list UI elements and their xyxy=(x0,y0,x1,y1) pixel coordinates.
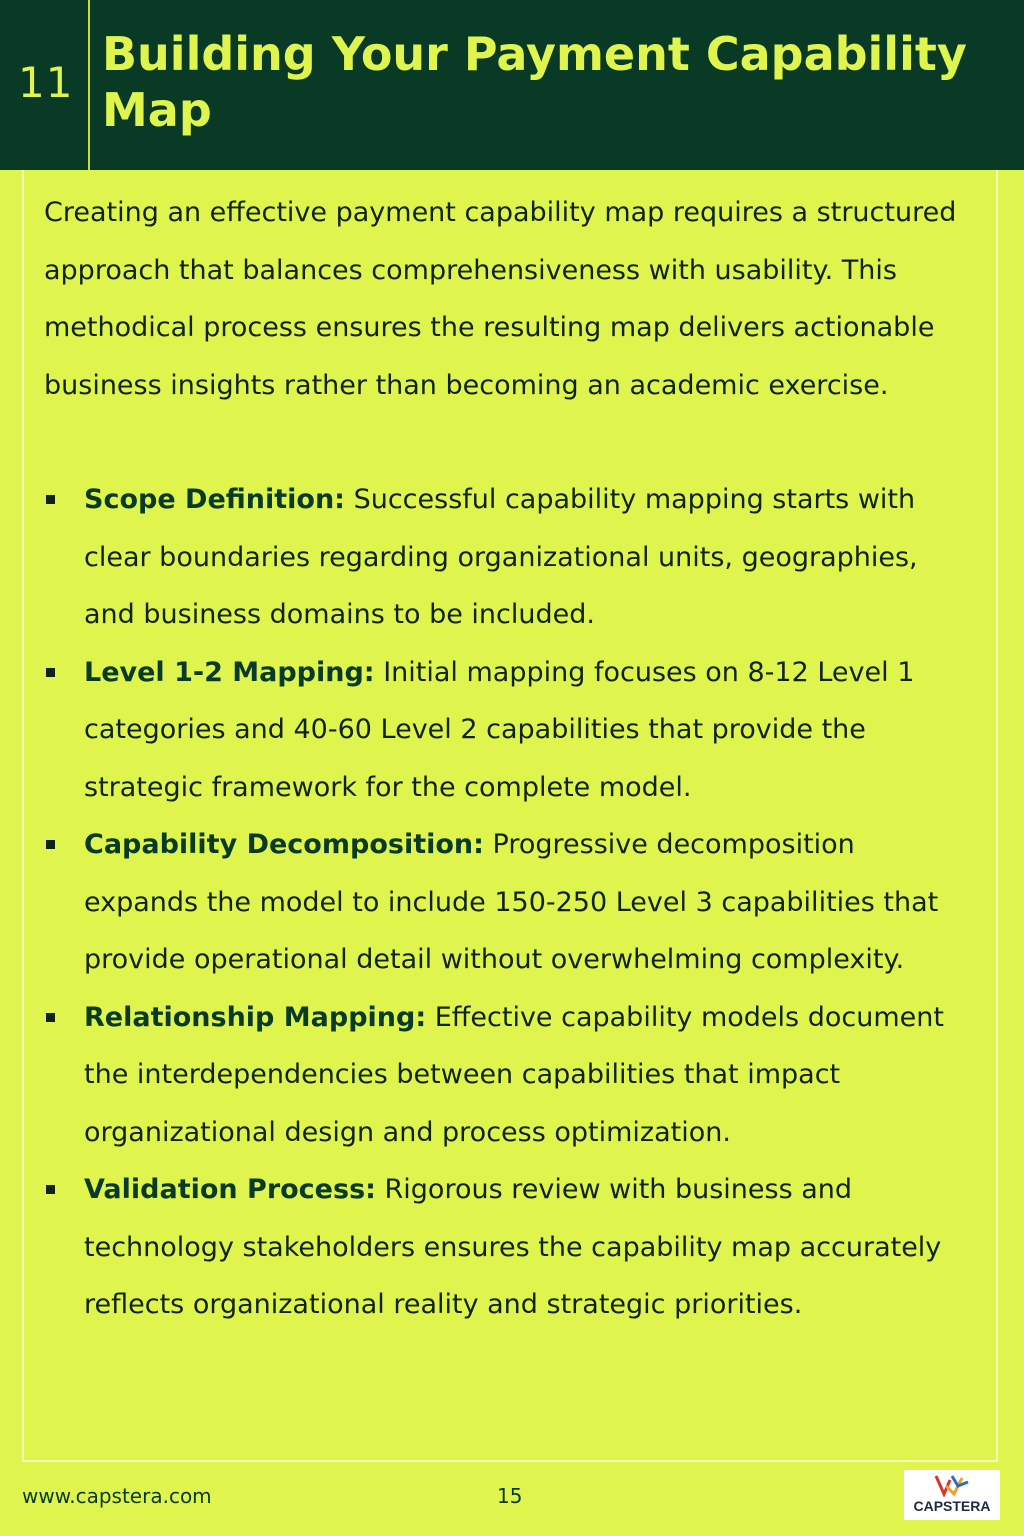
bullet-title: Capability Decomposition: xyxy=(84,829,484,860)
list-item xyxy=(44,816,974,989)
bullet-title: Scope Definition: xyxy=(84,484,345,515)
bullet-title: Validation Process: xyxy=(84,1174,376,1205)
bullet-text: Initial mapping focuses on 8-12 Level 1 categories and 40-60 Level 2 capabilities that provide the strategic framework for the complete model. xyxy=(84,656,915,803)
header-divider xyxy=(88,0,90,170)
bullet-text: Rigorous review with business and technology stakeholders ensures the capability map accurately reflects organizational reality and strategic priorities. xyxy=(84,1174,942,1320)
list-item xyxy=(44,644,974,817)
square-bullet-icon xyxy=(46,840,55,849)
bullet-text: Effective capability models document the interdependencies between capabilities that impact organizational design and process optimization. xyxy=(84,1001,944,1148)
footer-url[interactable]: www.capstera.com xyxy=(22,1484,212,1508)
list-item xyxy=(44,989,974,1162)
capstera-logo xyxy=(904,1470,1000,1520)
logo-text: CAPSTERA xyxy=(913,1498,991,1514)
square-bullet-icon xyxy=(46,495,55,504)
bullet-text: Progressive decomposition expands the model to include 150-250 Level 3 capabilities that provide operational detail without overwhelming complexity. xyxy=(84,829,939,975)
square-bullet-icon xyxy=(46,668,55,677)
list-item xyxy=(44,1161,974,1334)
bullet-list xyxy=(44,471,974,1334)
list-item xyxy=(44,471,974,644)
square-bullet-icon xyxy=(46,1185,55,1194)
page-header xyxy=(0,0,1024,170)
section-number: 11 xyxy=(18,58,74,107)
intro-paragraph: Creating an effective payment capability map requires a structured approach that balances comprehensiveness with usability. This methodical process ensures the resulting map delivers actionable business insights rather than becoming an academic exercise. xyxy=(44,197,957,401)
bullet-text: Successful capability mapping starts with clear boundaries regarding organizational units, geographies, and business domains to be included. xyxy=(84,484,918,630)
page-number: 15 xyxy=(497,1484,523,1508)
bullet-title: Level 1-2 Mapping: xyxy=(84,656,375,688)
bullet-title: Relationship Mapping: xyxy=(84,1001,427,1033)
page-title: Building Your Payment Capability Map xyxy=(102,27,967,137)
square-bullet-icon xyxy=(46,1013,55,1022)
logo-mark-icon xyxy=(932,1472,972,1498)
